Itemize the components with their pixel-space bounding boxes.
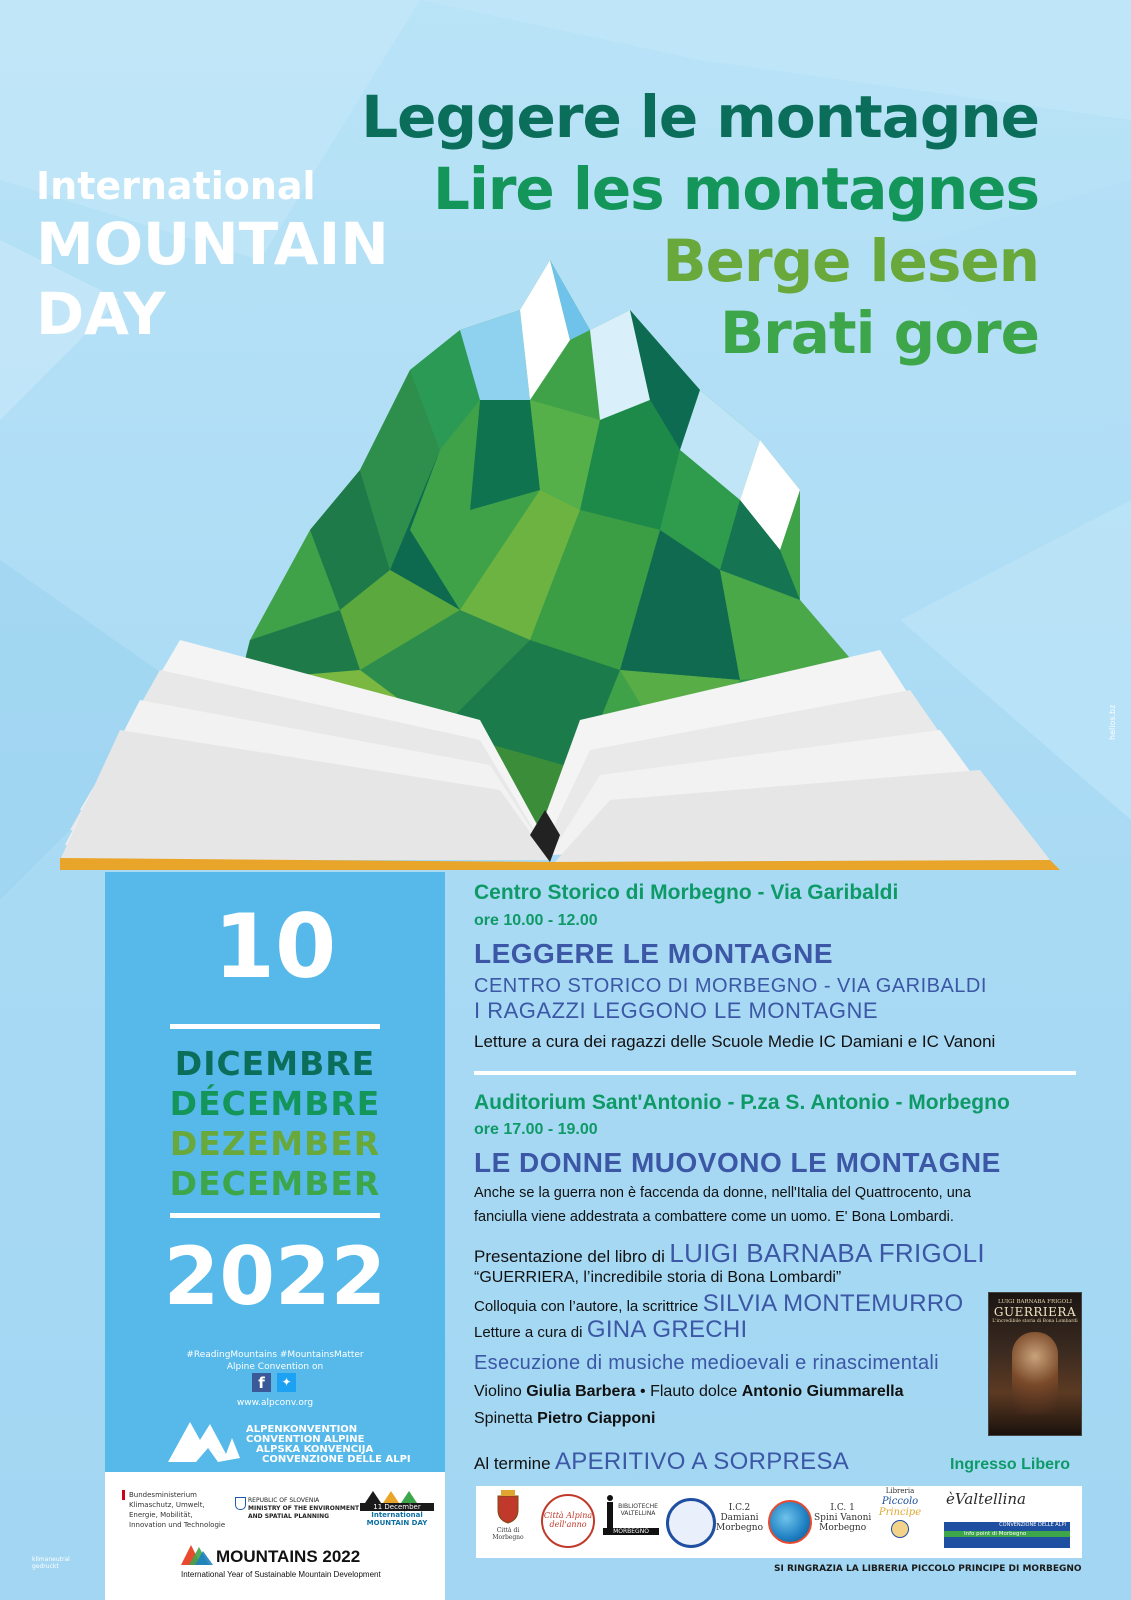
- headline-french: Lire les montagnes: [432, 155, 1039, 223]
- alpine-convention-on: Alpine Convention on: [226, 1362, 324, 1372]
- bmk-line1: Bundesministerium: [122, 1490, 225, 1500]
- date-year: 2022: [163, 1230, 387, 1323]
- citta-alpina-logo: [541, 1494, 595, 1548]
- event2-time: ore 17.00 - 19.00: [474, 1121, 598, 1138]
- event1-location: Centro Storico di Morbegno - Via Garibaldi: [474, 881, 899, 904]
- violino-name: Giulia Barbera: [526, 1383, 636, 1400]
- author-name: LUIGI BARNABA FRIGOLI: [669, 1238, 985, 1268]
- piccolo-label: Piccolo: [881, 1495, 919, 1507]
- month-italian: DICEMBRE: [174, 1044, 376, 1083]
- alpconv-french: CONVENTION ALPINE: [246, 1434, 365, 1445]
- book-title: “GUERRIERA, l’incredibile storia di Bona Lombardi”: [474, 1269, 842, 1286]
- imd-day: DAY: [36, 280, 166, 348]
- book-cover-figure: [1012, 1332, 1058, 1414]
- slo-line2: MINISTRY OF THE ENVIRONMENT: [248, 1505, 360, 1512]
- imd-small-date: 11 December: [360, 1503, 434, 1511]
- headline-italian: Leggere le montagne: [361, 83, 1039, 151]
- imd-small-logo: [360, 1503, 434, 1527]
- mountain-book-illustration: [60, 250, 1060, 880]
- citta-label: Città di Morbegno: [492, 1527, 524, 1541]
- alpconv-german: ALPENKONVENTION: [246, 1424, 358, 1435]
- imd-mountain: MOUNTAIN: [36, 210, 389, 278]
- libreria-logo: [872, 1488, 928, 1538]
- reader-figure-icon: [603, 1494, 617, 1528]
- libreria-label: Libreria: [885, 1487, 915, 1495]
- info-point-banner: [944, 1522, 1070, 1548]
- mountains-2022-title: MOUNTAINS 2022: [216, 1547, 361, 1566]
- alpine-convention-names: [246, 1425, 411, 1465]
- ic2-city: Morbegno: [716, 1522, 763, 1533]
- ic2-name: Damiani: [720, 1512, 759, 1523]
- date-rule-top: [170, 1024, 380, 1029]
- event1-subtitle-2: I RAGAZZI LEGGONO LE MONTAGNE: [474, 998, 879, 1023]
- reader-name: GINA GRECHI: [586, 1316, 748, 1343]
- flauto-name: Antonio Giummarella: [741, 1383, 904, 1400]
- month-english: DECEMBER: [169, 1164, 381, 1203]
- facebook-icon[interactable]: f: [252, 1373, 271, 1392]
- biblioteche-label: BIBLIOTECHE VALTELLINA: [618, 1503, 658, 1517]
- ic2-logo: [716, 1504, 763, 1534]
- ic1-city: Morbegno: [819, 1522, 867, 1533]
- slovenia-ministry-logo: [248, 1497, 359, 1521]
- musicians-line-2: [474, 1410, 655, 1428]
- ic1-globe-icon: [768, 1500, 812, 1544]
- spinetta-name: Pietro Ciapponi: [537, 1410, 656, 1427]
- bmk-logo: [122, 1490, 225, 1530]
- ic1-label: I.C. 1: [830, 1503, 855, 1513]
- month-french: DÉCEMBRE: [169, 1084, 381, 1123]
- colloquia-line: [474, 1290, 963, 1318]
- presentation-prefix: Presentazione del libro di: [474, 1247, 665, 1266]
- convenzione-label: CONVENZIONE DELLE ALPI: [999, 1522, 1066, 1528]
- little-prince-icon: [891, 1520, 909, 1538]
- music-heading: Esecuzione di musiche medioevali e rinascimentali: [474, 1352, 939, 1374]
- klimaneutral-logo: klimaneutral gedruckt: [32, 1556, 70, 1570]
- aperitivo-line: [474, 1448, 849, 1476]
- design-credit: helios.bz: [1108, 704, 1117, 740]
- imd-small-international: International: [371, 1511, 423, 1519]
- event2-description-1: Anche se la guerra non è faccenda da donne, nell'Italia del Quattrocento, una: [474, 1185, 971, 1201]
- principe-label: Principe: [878, 1506, 922, 1518]
- slo-line3: AND SPATIAL PLANNING: [248, 1513, 330, 1520]
- colloquia-prefix: Colloquia con l’autore, la scrittrice: [474, 1298, 699, 1315]
- headline-slovenian: Brati gore: [719, 299, 1039, 367]
- ic2-seal-icon: [666, 1498, 716, 1548]
- event2-title: LE DONNE MUOVONO LE MONTAGNE: [474, 1147, 1001, 1178]
- headline-german: Berge lesen: [662, 227, 1039, 295]
- bmk-line4: Innovation und Technologie: [129, 1521, 226, 1529]
- event2-location: Auditorium Sant'Antonio - P.za S. Antonio - Morbegno: [474, 1091, 1010, 1114]
- event1-title: LEGGERE LE MONTAGNE: [474, 938, 833, 969]
- alpine-convention-logo-icon: [168, 1418, 248, 1464]
- letture-line: [474, 1316, 748, 1344]
- biblioteche-sub: MORBEGNO: [603, 1528, 659, 1535]
- mountains-2022-triangle-icon: [181, 1543, 213, 1565]
- citta-alpina-label: Città Alpina dell'anno: [543, 1511, 593, 1529]
- event1-time: ore 10.00 - 12.00: [474, 912, 598, 929]
- biblioteche-logo: [603, 1494, 659, 1535]
- info-point-label: Info point di Morbegno: [944, 1531, 1070, 1537]
- aperitivo-text: APERITIVO A SORPRESA: [554, 1448, 850, 1475]
- imd-small-mountain-day: MOUNTAIN DAY: [366, 1519, 428, 1527]
- imd-international: International: [36, 164, 316, 208]
- presentation-line: [474, 1238, 985, 1269]
- free-entry: Ingresso Libero: [950, 1456, 1071, 1473]
- letture-prefix: Letture a cura di: [474, 1324, 583, 1341]
- mountains-2022-subtitle: International Year of Sustainable Mountain Development: [181, 1570, 381, 1579]
- violino-label: Violino: [474, 1383, 522, 1400]
- website-link[interactable]: www.alpconv.org: [236, 1398, 314, 1408]
- flauto-label: Flauto dolce: [650, 1383, 738, 1400]
- alpconv-slovenian: ALPSKA KONVENCIJA: [256, 1444, 374, 1455]
- spinetta-label: Spinetta: [474, 1410, 533, 1427]
- hashtags: #ReadingMountains #MountainsMatter: [186, 1350, 364, 1360]
- book-cover-subtitle: L'incredibile storia di Bona Lombardi: [992, 1319, 1078, 1324]
- book-cover: [988, 1292, 1082, 1436]
- alpconv-italian: CONVENZIONE DELLE ALPI: [262, 1454, 411, 1465]
- slovenia-crest-icon: [235, 1497, 246, 1510]
- imd-small-logo-icon: [365, 1489, 429, 1503]
- musicians-line-1: [474, 1383, 904, 1401]
- slo-line1: REPUBLIC OF SLOVENIA: [248, 1497, 320, 1504]
- musicians-bullet: •: [640, 1383, 646, 1400]
- termine-prefix: Al termine: [474, 1454, 551, 1473]
- ic1-logo: [814, 1504, 871, 1534]
- citta-morbegno-logo: [484, 1490, 532, 1541]
- event2-description-2: fanciulla viene addestrata a combattere come un uomo. E' Bona Lombardi.: [474, 1209, 954, 1225]
- ic1-name: Spini Vanoni: [814, 1512, 872, 1523]
- event1-description: Letture a cura dei ragazzi delle Scuole Medie IC Damiani e IC Vanoni: [474, 1032, 996, 1051]
- bmk-line2: Klimaschutz, Umwelt,: [129, 1501, 205, 1509]
- ic2-label: I.C.2: [728, 1503, 751, 1513]
- evaltellina-logo: èValtellina: [946, 1490, 1026, 1508]
- city-crest-icon: [496, 1490, 520, 1524]
- book-cover-title: GUERRIERA: [993, 1305, 1077, 1319]
- date-rule-bottom: [170, 1213, 380, 1218]
- event1-subtitle-1: CENTRO STORICO DI MORBEGNO - VIA GARIBALDI: [474, 975, 987, 997]
- book-cover-author: LUIGI BARNABA FRIGOLI: [997, 1299, 1073, 1305]
- events-divider: [474, 1071, 1076, 1075]
- writer-name: SILVIA MONTEMURRO: [702, 1290, 964, 1317]
- month-german: DEZEMBER: [169, 1124, 381, 1163]
- bmk-line3: Energie, Mobilität,: [129, 1511, 193, 1519]
- thanks-note: SI RINGRAZIA LA LIBRERIA PICCOLO PRINCIPE DI MORBEGNO: [774, 1564, 1082, 1574]
- date-day: 10: [213, 895, 337, 998]
- twitter-icon[interactable]: ✦: [277, 1373, 296, 1392]
